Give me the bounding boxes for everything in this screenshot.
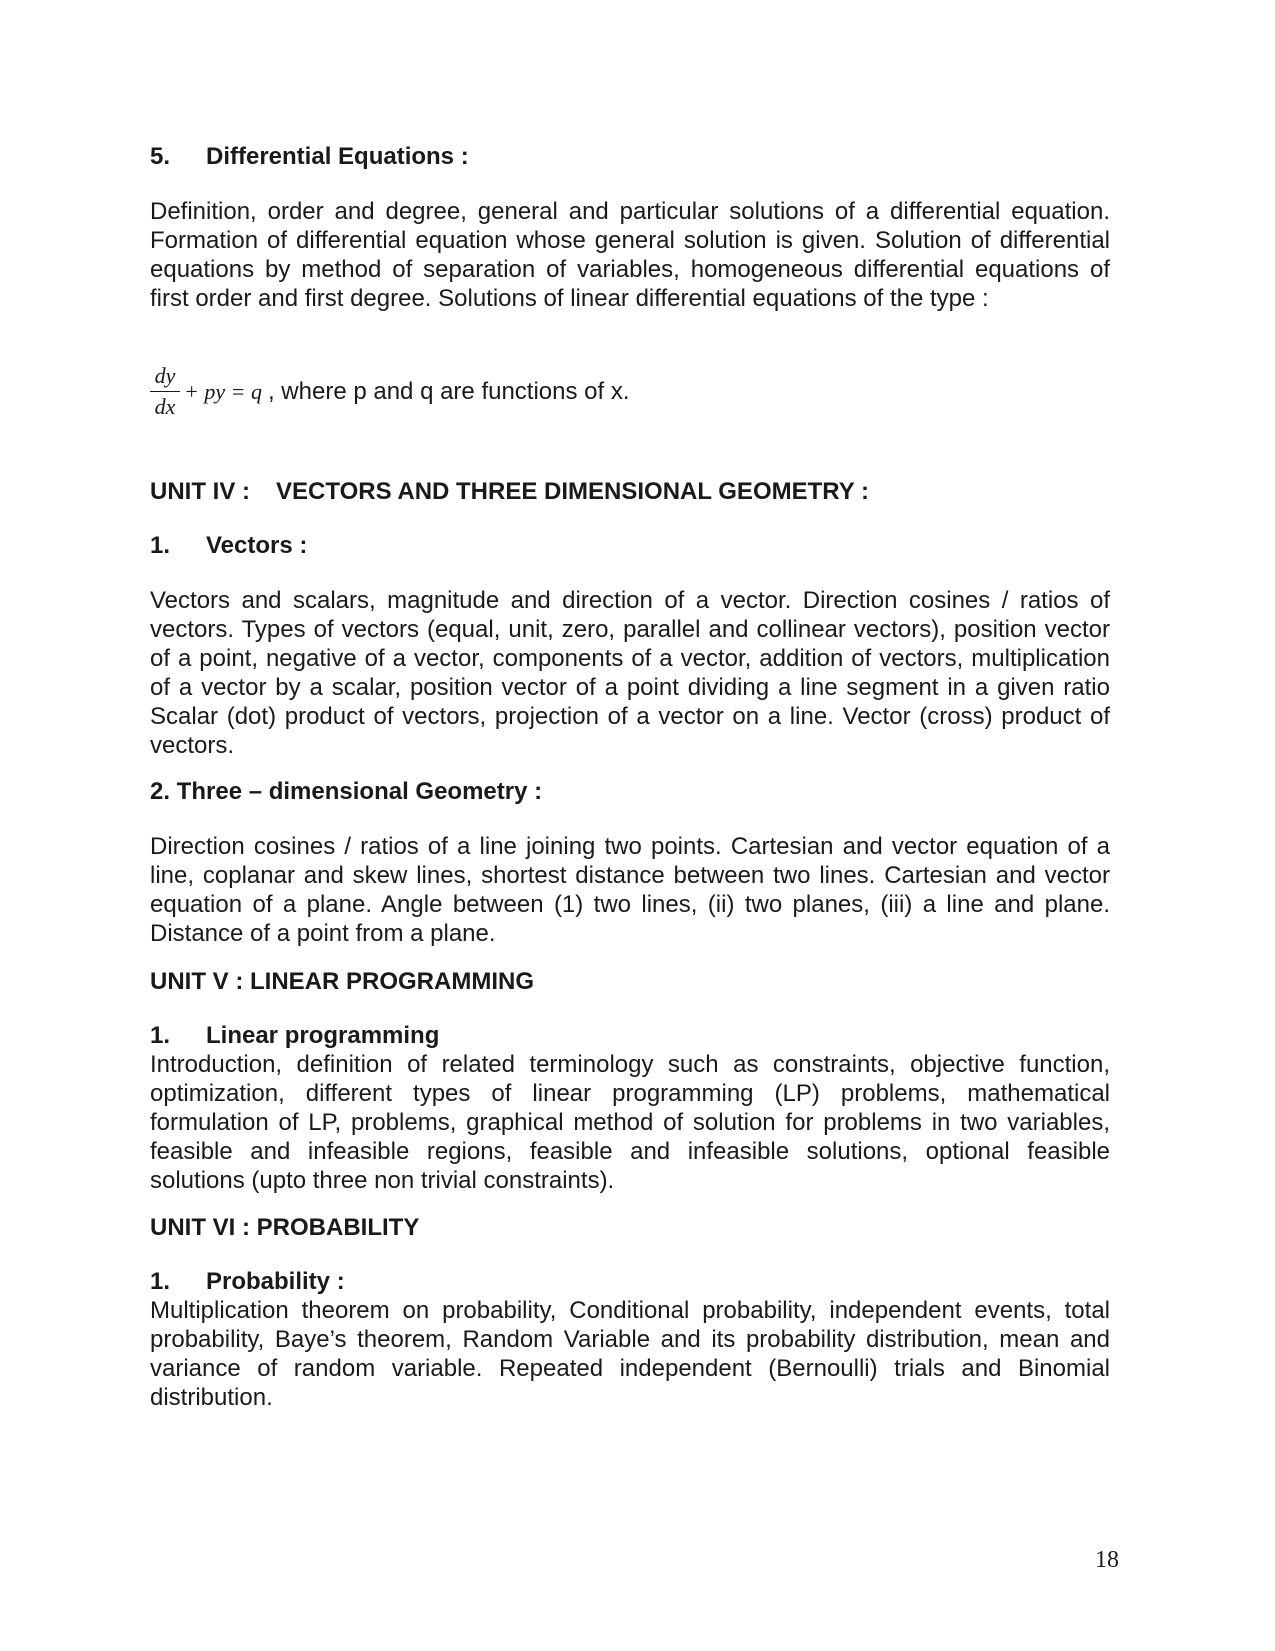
section-heading-vectors: [150, 532, 1110, 560]
fraction-numerator: dy: [154, 363, 176, 388]
unit-title: VECTORS AND THREE DIMENSIONAL GEOMETRY :: [276, 478, 869, 505]
section-number: 1.: [150, 1022, 171, 1049]
unit-v-heading: UNIT V : LINEAR PROGRAMMING: [150, 968, 534, 995]
section-heading-linear-programming: [150, 1022, 1110, 1050]
fraction-bar: [150, 391, 180, 392]
linear-de-formula: [150, 364, 1110, 419]
differential-equations-paragraph: Definition, order and degree, general and particular solutions of a differential equation. Formation of differential equation whose general solution is given. Solution of differential equations by method of separation of variables, homogeneous differential equations of first order and first degree. Solutions of linear differential equations of the type :: [150, 198, 1110, 312]
page-number: 18: [1095, 1547, 1119, 1573]
unit-label: UNIT IV :: [150, 478, 250, 505]
section-heading-differential-equations: [150, 143, 1110, 171]
linear-programming-paragraph: Introduction, definition of related terminology such as constraints, objective function, optimization, different types of linear programming (LP) problems, mathematical formulation of LP, problems, graphical method of solution for problems in two variables, feasible and infeasible regions, feasible and infeasible solutions, optional feasible solutions (upto three non trivial constraints).: [150, 1051, 1110, 1194]
section-number: 1.: [150, 1268, 171, 1295]
vectors-paragraph: Vectors and scalars, magnitude and direction of a vector. Direction cosines / ratios of vectors. Types of vectors (equal, unit, zero, parallel and collinear vectors), position vector of a point, negative of a vector, components of a vector, addition of vectors, multiplication of a vector by a scalar, position vector of a point dividing a line segment in a given ratio Scalar (dot) product of vectors, projection of a vector on a line. Vector (cross) product of vectors.: [150, 587, 1110, 759]
unit-vi-heading: UNIT VI : PROBABILITY: [150, 1214, 420, 1241]
section-title: Differential Equations :: [206, 143, 469, 170]
geometry-paragraph: Direction cosines / ratios of a line joining two points. Cartesian and vector equation of a line, coplanar and skew lines, shortest distance between two lines. Cartesian and vector equation of a plane. Angle between (1) two lines, (ii) two planes, (iii) a line and plane. Distance of a point from a plane.: [150, 833, 1110, 947]
formula-expression: + py = q: [184, 378, 262, 404]
fraction-denominator: dx: [154, 394, 176, 419]
probability-paragraph: Multiplication theorem on probability, Conditional probability, independent events, total probability, Baye’s theorem, Random Variable and its probability distribution, mean and variance of random variable. Repeated independent (Bernoulli) trials and Binomial distribution.: [150, 1297, 1110, 1411]
unit-iv-heading: [150, 478, 1110, 506]
formula-description: , where p and q are functions of x.: [267, 377, 630, 405]
section-heading-three-dimensional-geometry: 2. Three – dimensional Geometry :: [150, 778, 543, 805]
section-title: Probability :: [206, 1268, 345, 1295]
section-number: 5.: [150, 143, 171, 170]
section-number: 1.: [150, 532, 171, 559]
section-title: Vectors :: [206, 532, 308, 559]
section-title: Linear programming: [206, 1022, 440, 1049]
document-page: [150, 0, 1110, 1651]
section-heading-probability: [150, 1268, 1110, 1296]
derivative-fraction: [150, 364, 180, 419]
